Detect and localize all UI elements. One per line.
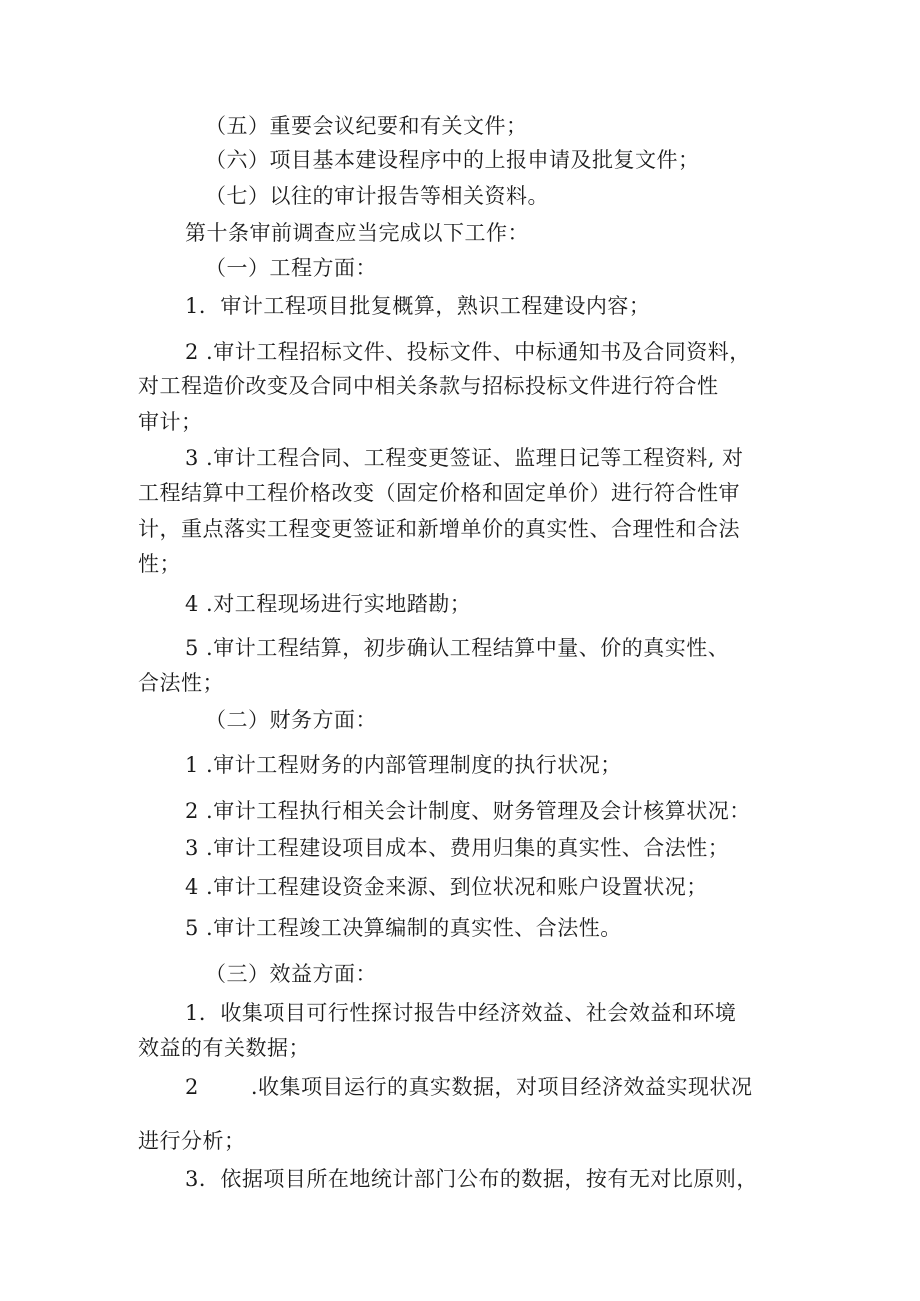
list-item: 5 .审计工程竣工决算编制的真实性、合法性。 [185,916,622,940]
paragraph-line: 性； [138,552,181,576]
list-item: 3 .审计工程合同、工程变更签证、监理日记等工程资料, 对 [185,446,744,470]
list-item: （七）以往的审计报告等相关资料。 [205,184,549,208]
section-heading: （三）效益方面： [205,962,377,986]
paragraph-line: 工程结算中工程价格改变（固定价格和固定单价）进行符合性审 [138,481,740,505]
list-item: 3．依据项目所在地统计部门公布的数据，按有无对比原则， [185,1167,758,1191]
section-heading: （二）财务方面： [205,708,377,732]
paragraph-line: 效益的有关数据； [138,1036,310,1060]
list-item: 5 .审计工程结算，初步确认工程结算中量、价的真实性、 [185,636,730,660]
list-item: 4 .审计工程建设资金来源、到位状况和账户设置状况； [185,875,708,899]
list-item: 1．收集项目可行性探讨报告中经济效益、社会效益和环境 [185,1001,737,1025]
list-item: 2 .审计工程招标文件、投标文件、中标通知书及合同资料， [185,340,751,364]
list-item: （六）项目基本建设程序中的上报申请及批复文件； [205,148,700,172]
list-item [185,1073,753,1101]
article-heading: 第十条审前调查应当完成以下工作： [185,221,529,245]
paragraph-line: 审计； [138,410,203,434]
section-heading: （一）工程方面： [205,256,377,280]
paragraph-line: 对工程造价改变及合同中相关条款与招标投标文件进行符合性 [138,374,719,398]
list-item-number: 2 [185,1075,199,1099]
list-item-text: .收集项目运行的真实数据，对项目经济效益实现状况 [250,1075,753,1099]
paragraph-line: 计，重点落实工程变更签证和新增单价的真实性、合理性和合法 [138,517,740,541]
list-item: 1 .审计工程财务的内部管理制度的执行状况； [185,753,622,777]
list-item: 2 .审计工程执行相关会计制度、财务管理及会计核算状况： [185,799,751,823]
paragraph-line: 进行分析； [138,1129,246,1153]
list-item: 3 .审计工程建设项目成本、费用归集的真实性、合法性； [185,836,730,860]
list-item: 4 .对工程现场进行实地踏勘； [185,592,472,616]
list-item: 1．审计工程项目批复概算，熟识工程建设内容； [185,294,651,318]
list-item: （五）重要会议纪要和有关文件； [205,114,528,138]
paragraph-line: 合法性； [138,671,224,695]
